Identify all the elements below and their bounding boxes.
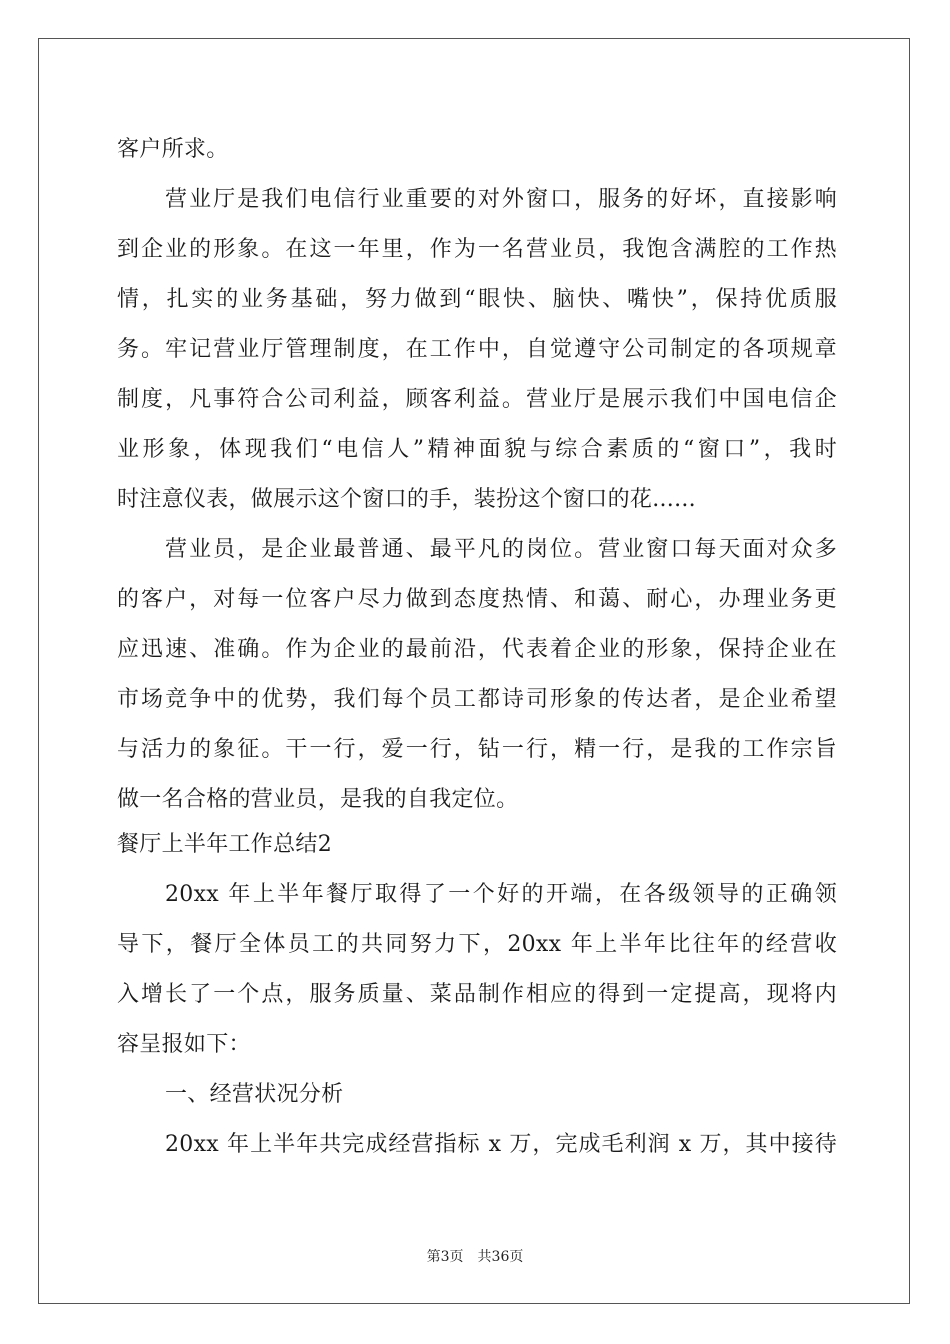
paragraph-first-line: 营业员，是企业最普通、最平凡的岗位。营业窗口每天面对众多 [165, 537, 837, 562]
text-line: 务。牢记营业厅管理制度，在工作中，自觉遵守公司制定的各项规章 [117, 337, 837, 362]
text-line: 客户所求。 [117, 137, 229, 162]
text-line: 市场竞争中的优势，我们每个员工都诗司形象的传达者，是企业希望 [117, 687, 837, 712]
text-line: 做一名合格的营业员，是我的自我定位。 [117, 787, 519, 812]
text-line: 的客户，对每一位客户尽力做到态度热情、和蔼、耐心，办理业务更 [117, 587, 837, 612]
text-line: 到企业的形象。在这一年里，作为一名营业员，我饱含满腔的工作热 [117, 237, 837, 262]
text-line: 情，扎实的业务基础，努力做到“眼快、脑快、嘴快”，保持优质服 [117, 287, 837, 312]
text-line: 业形象，体现我们“电信人”精神面貌与综合素质的“窗口”，我时 [117, 437, 837, 462]
text-line: 应迅速、准确。作为企业的最前沿，代表着企业的形象，保持企业在 [117, 637, 837, 662]
section-heading: 餐厅上半年工作总结2 [117, 832, 332, 857]
page-total: 共36页 [477, 1249, 524, 1265]
page-footer [0, 1248, 950, 1266]
subsection-heading: 一、经营状况分析 [165, 1082, 344, 1107]
text-line: 制度，凡事符合公司利益，顾客利益。营业厅是展示我们中国电信企 [117, 387, 837, 412]
text-line: 入增长了一个点，服务质量、菜品制作相应的得到一定提高，现将内 [117, 982, 837, 1007]
page-number: 第3页 [426, 1249, 464, 1265]
text-line: 时注意仪表，做展示这个窗口的手，装扮这个窗口的花...... [117, 487, 696, 512]
text-line: 导下，餐厅全体员工的共同努力下，20xx 年上半年比往年的经营收 [117, 932, 837, 957]
page-border [38, 38, 910, 1304]
paragraph-first-line: 20xx 年上半年共完成经营指标 x 万，完成毛利润 x 万，其中接待 [165, 1132, 837, 1157]
paragraph-first-line: 20xx 年上半年餐厅取得了一个好的开端，在各级领导的正确领 [165, 882, 837, 907]
paragraph-first-line: 营业厅是我们电信行业重要的对外窗口，服务的好坏，直接影响 [165, 187, 837, 212]
text-line: 容呈报如下： [117, 1032, 251, 1057]
text-line: 与活力的象征。干一行，爱一行，钻一行，精一行，是我的工作宗旨 [117, 737, 837, 762]
